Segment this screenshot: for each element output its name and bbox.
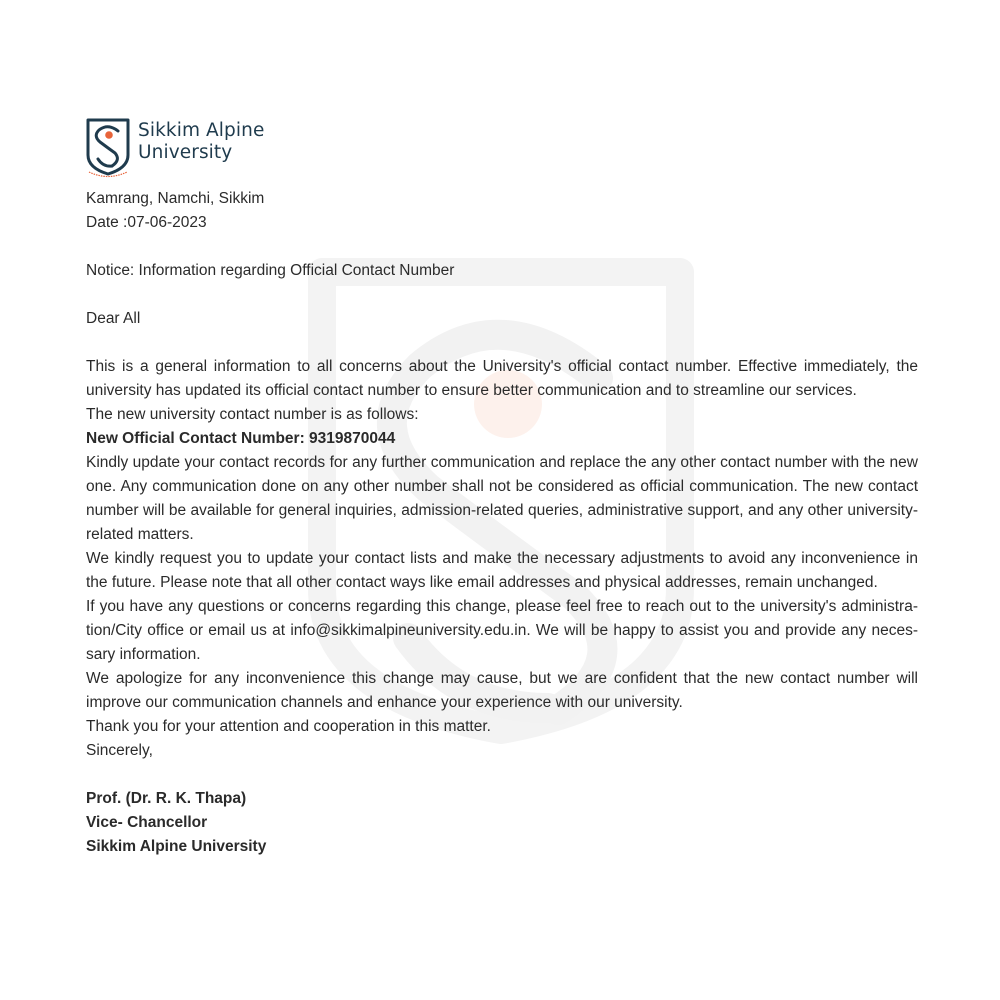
signatory-name: Prof. (Dr. R. K. Thapa) <box>86 790 247 807</box>
university-emblem-icon <box>86 118 130 180</box>
thanks-paragraph: Thank you for your attention and cooperation in this matter. <box>86 718 491 735</box>
new-contact-number: New Official Contact Number: 9319870044 <box>86 430 396 447</box>
salutation: Dear All <box>86 310 141 327</box>
notice-letter <box>86 118 918 859</box>
questions-paragraph: If you have any questions or concerns regarding this change, please feel free to reach out to the university's administra-tion/City office or email us at info@sikkimalpineuniversity.edu.in. We will be happy to assist you and provide any neces-sary information. <box>86 598 918 663</box>
address: Kamrang, Namchi, Sikkim <box>86 190 265 207</box>
notice-title: Notice: Information regarding Official Contact Number <box>86 262 455 279</box>
university-name <box>138 120 264 164</box>
intro-paragraph: This is a general information to all concerns about the University's official contact number. Effective immediately, the university has updated its official contact number to ensure better communication and to streamline our services. <box>86 358 918 399</box>
apology-paragraph: We apologize for any inconvenience this change may cause, but we are confident that the new contact number will improve our communication channels and enhance your experience with our university. <box>86 670 918 711</box>
request-paragraph: We kindly request you to update your contact lists and make the necessary adjustments to avoid any inconvenience in the future. Please note that all other contact ways like email addresses and physical addresses, remain unchanged. <box>86 550 918 591</box>
signatory-title: Vice- Chancellor <box>86 814 208 831</box>
university-logo <box>86 118 918 180</box>
new-number-lead: The new university contact number is as follows: <box>86 406 419 423</box>
signatory-institution: Sikkim Alpine University <box>86 838 267 855</box>
closing: Sincerely, <box>86 742 153 759</box>
university-name-line2: University <box>138 142 233 163</box>
update-records-paragraph: Kindly update your contact records for any further communication and replace the any other contact number with the new one. Any communication done on any other number shall not be considered as official communication. The new contact number will be available for general inquiries, admission-related queries, administrative support, and any other university-related matters. <box>86 454 918 543</box>
date: Date :07-06-2023 <box>86 214 207 231</box>
university-name-line1: Sikkim Alpine <box>138 120 265 141</box>
